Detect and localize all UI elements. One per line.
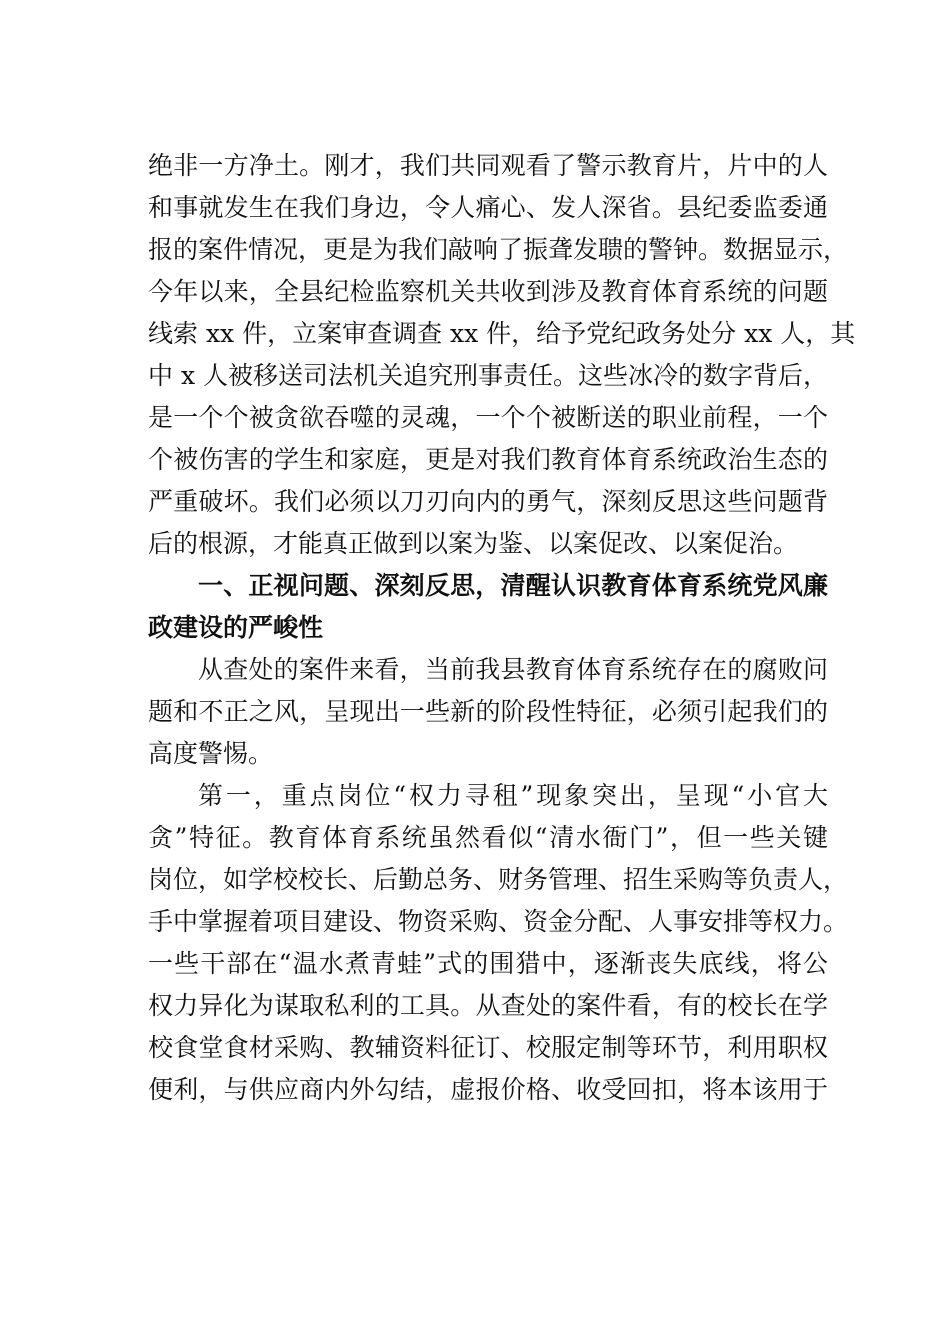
section-heading-line: 一、正视问题、深刻反思，清醒认识教育体育系统党风廉 bbox=[198, 571, 828, 600]
section-heading-line: 政建设的严峻性 bbox=[148, 613, 324, 642]
text-line: 严重破坏。我们必须以刀刃向内的勇气，深刻反思这些问题背 bbox=[148, 487, 828, 516]
text-line: 手中掌握着项目建设、物资采购、资金分配、人事安排等权力。 bbox=[148, 907, 849, 936]
text-line: 题和不正之风，呈现出一些新的阶段性特征，必须引起我们的 bbox=[148, 697, 828, 726]
text-line: 一些干部在“温水煮青蛙”式的围猎中，逐渐丧失底线，将公 bbox=[148, 949, 828, 978]
text-line: 是一个个被贪欲吞噬的灵魂，一个个被断送的职业前程，一个 bbox=[148, 403, 828, 432]
text-line: 中 x 人被移送司法机关追究刑事责任。这些冰冷的数字背后， bbox=[148, 361, 828, 390]
text-line: 个被伤害的学生和家庭，更是对我们教育体育系统政治生态的 bbox=[148, 445, 828, 474]
text-line: 线索 xx 件，立案审查调查 xx 件，给予党纪政务处分 xx 人，其 bbox=[148, 319, 856, 348]
text-line: 岗位，如学校校长、后勤总务、财务管理、招生采购等负责人， bbox=[148, 865, 849, 894]
text-line: 和事就发生在我们身边，令人痛心、发人深省。县纪委监委通 bbox=[148, 193, 828, 222]
text-line: 便利，与供应商内外勾结，虚报价格、收受回扣，将本该用于 bbox=[148, 1075, 828, 1104]
text-line: 校食堂食材采购、教辅资料征订、校服定制等环节，利用职权 bbox=[148, 1033, 828, 1062]
body-text bbox=[148, 145, 856, 1111]
text-line: 绝非一方净土。刚才，我们共同观看了警示教育片，片中的人 bbox=[148, 151, 828, 180]
text-line: 权力异化为谋取私利的工具。从查处的案件看，有的校长在学 bbox=[148, 991, 828, 1020]
text-line: 第一，重点岗位“权力寻租”现象突出，呈现“小官大 bbox=[198, 781, 828, 810]
text-line: 今年以来，全县纪检监察机关共收到涉及教育体育系统的问题 bbox=[148, 277, 828, 306]
text-line: 报的案件情况，更是为我们敲响了振聋发聩的警钟。数据显示， bbox=[148, 235, 849, 264]
text-line: 贪”特征。教育体育系统虽然看似“清水衙门”，但一些关键 bbox=[148, 823, 828, 852]
text-line: 从查处的案件来看，当前我县教育体育系统存在的腐败问 bbox=[198, 655, 828, 684]
text-line: 后的根源，才能真正做到以案为鉴、以案促改、以案促治。 bbox=[148, 529, 799, 558]
text-line: 高度警惕。 bbox=[148, 739, 274, 768]
